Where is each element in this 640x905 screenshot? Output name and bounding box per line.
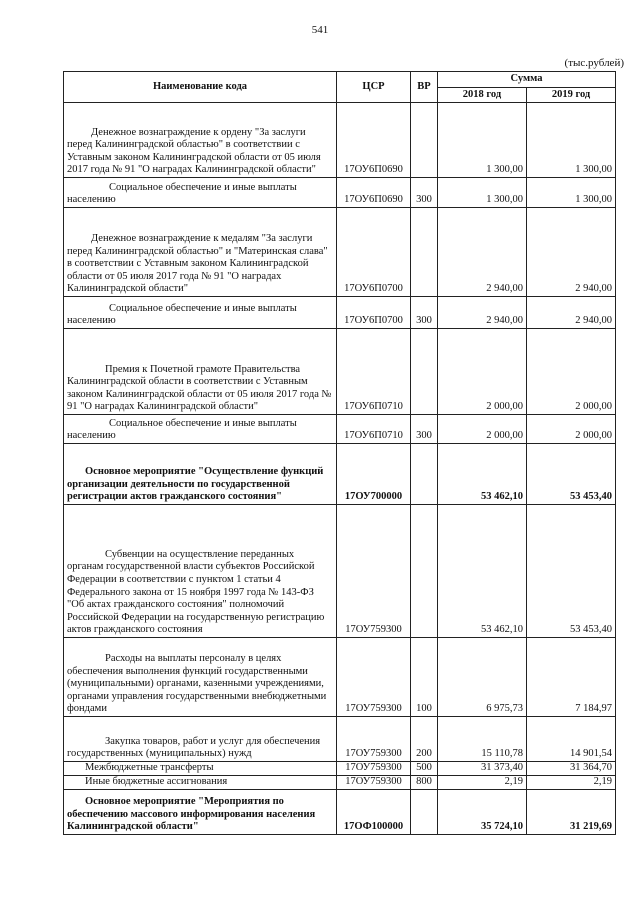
table-row [64,297,616,329]
row-vr: 100 [411,638,438,717]
row-vr [411,505,438,638]
row-2019: 1 300,00 [527,178,616,208]
row-vr [411,444,438,505]
row-2019: 2 000,00 [527,329,616,415]
row-csr: 17ОУ6П0700 [337,208,411,297]
row-csr: 17ОУ6П0700 [337,297,411,329]
row-vr: 300 [411,178,438,208]
table-row [64,444,616,505]
header-year-2019: 2019 год [527,88,616,103]
row-2019: 1 300,00 [527,103,616,178]
table-row [64,790,616,835]
row-2019: 2 000,00 [527,415,616,444]
row-2018: 2 940,00 [438,208,527,297]
row-csr: 17ОУ700000 [337,444,411,505]
row-name: Субвенции на осуществление переданных органам государственной власти субъектов Российской Федерации в соответствии с пунктом 1 статьи 4 Федерального закона от 15 ноября 1997 года № 143-ФЗ "Об актах гражданского состояния" полномочий Российской Федерации на государственную регистрацию актов гражданского состояния [64,505,337,638]
row-vr: 200 [411,717,438,762]
table-row [64,717,616,762]
row-name: Закупка товаров, работ и услуг для обеспечения государственных (муниципальных) нужд [64,717,337,762]
row-vr [411,329,438,415]
row-vr: 300 [411,415,438,444]
row-csr: 17ОУ6П0690 [337,178,411,208]
row-name: Межбюджетные трансферты [64,762,337,776]
row-vr [411,103,438,178]
table-row [64,776,616,790]
row-2018: 2 000,00 [438,329,527,415]
row-csr: 17ОУ6П0690 [337,103,411,178]
table-row [64,178,616,208]
row-2019: 2,19 [527,776,616,790]
row-2018: 35 724,10 [438,790,527,835]
table-row [64,329,616,415]
row-csr: 17ОУ6П0710 [337,415,411,444]
row-name: Премия к Почетной грамоте Правительства Калининградской области в соответствии с Уставным законом Калининградской области от 05 июля 2017 года № 91 "О наградах Калининградской области" [64,329,337,415]
row-2019: 2 940,00 [527,297,616,329]
row-name: Основное мероприятие "Мероприятия по обеспечению массового информирования населения Калининградской области" [64,790,337,835]
unit-label: (тыс.рублей) [564,57,624,69]
row-name: Социальное обеспечение и иные выплаты населению [64,415,337,444]
row-csr: 17ОУ759300 [337,638,411,717]
header-name: Наименование кода [64,72,337,103]
row-name: Социальное обеспечение и иные выплаты населению [64,297,337,329]
row-csr: 17ОУ759300 [337,776,411,790]
header-year-2018: 2018 год [438,88,527,103]
table-row [64,103,616,178]
table-row [64,762,616,776]
table-row [64,638,616,717]
row-name: Иные бюджетные ассигнования [64,776,337,790]
row-csr: 17ОУ759300 [337,717,411,762]
row-2018: 6 975,73 [438,638,527,717]
table-row [64,415,616,444]
table-row [64,208,616,297]
row-2019: 53 453,40 [527,444,616,505]
row-2018: 2 940,00 [438,297,527,329]
budget-table [63,71,616,835]
row-vr: 300 [411,297,438,329]
row-name: Социальное обеспечение и иные выплаты населению [64,178,337,208]
header-csr: ЦСР [337,72,411,103]
row-name: Денежное вознаграждение к ордену "За заслуги перед Калининградской областью" в соответствии с Уставным законом Калининградской области от 05 июля 2017 года № 91 "О наградах Калининградской области" [64,103,337,178]
row-name: Денежное вознаграждение к медалям "За заслуги перед Калининградской областью" и "Материнская слава" в соответствии с Уставным законом Калининградской области от 05 июля 2017 года № 91 "О наградах Калининградской области" [64,208,337,297]
row-2018: 53 462,10 [438,444,527,505]
row-2018: 1 300,00 [438,178,527,208]
row-csr: 17ОУ759300 [337,505,411,638]
row-name: Основное мероприятие "Осуществление функций организации деятельности по государственной регистрации актов гражданского состояния" [64,444,337,505]
row-vr [411,790,438,835]
row-2019: 53 453,40 [527,505,616,638]
row-2019: 7 184,97 [527,638,616,717]
row-2018: 2,19 [438,776,527,790]
row-2018: 31 373,40 [438,762,527,776]
row-vr [411,208,438,297]
row-2018: 2 000,00 [438,415,527,444]
row-name: Расходы на выплаты персоналу в целях обеспечения выполнения функций государственными (муниципальными) органами, казенными учреждениями, органами управления государственными внебюджетными фондами [64,638,337,717]
page-number: 541 [311,24,329,36]
row-2018: 53 462,10 [438,505,527,638]
row-2018: 15 110,78 [438,717,527,762]
row-2019: 2 940,00 [527,208,616,297]
row-vr: 800 [411,776,438,790]
header-vr: ВР [411,72,438,103]
row-2019: 14 901,54 [527,717,616,762]
row-csr: 17ОУ759300 [337,762,411,776]
row-vr: 500 [411,762,438,776]
row-csr: 17ОУ6П0710 [337,329,411,415]
row-2018: 1 300,00 [438,103,527,178]
row-csr: 17ОФ100000 [337,790,411,835]
table-row [64,505,616,638]
header-sum: Сумма [438,72,616,88]
row-2019: 31 219,69 [527,790,616,835]
row-2019: 31 364,70 [527,762,616,776]
